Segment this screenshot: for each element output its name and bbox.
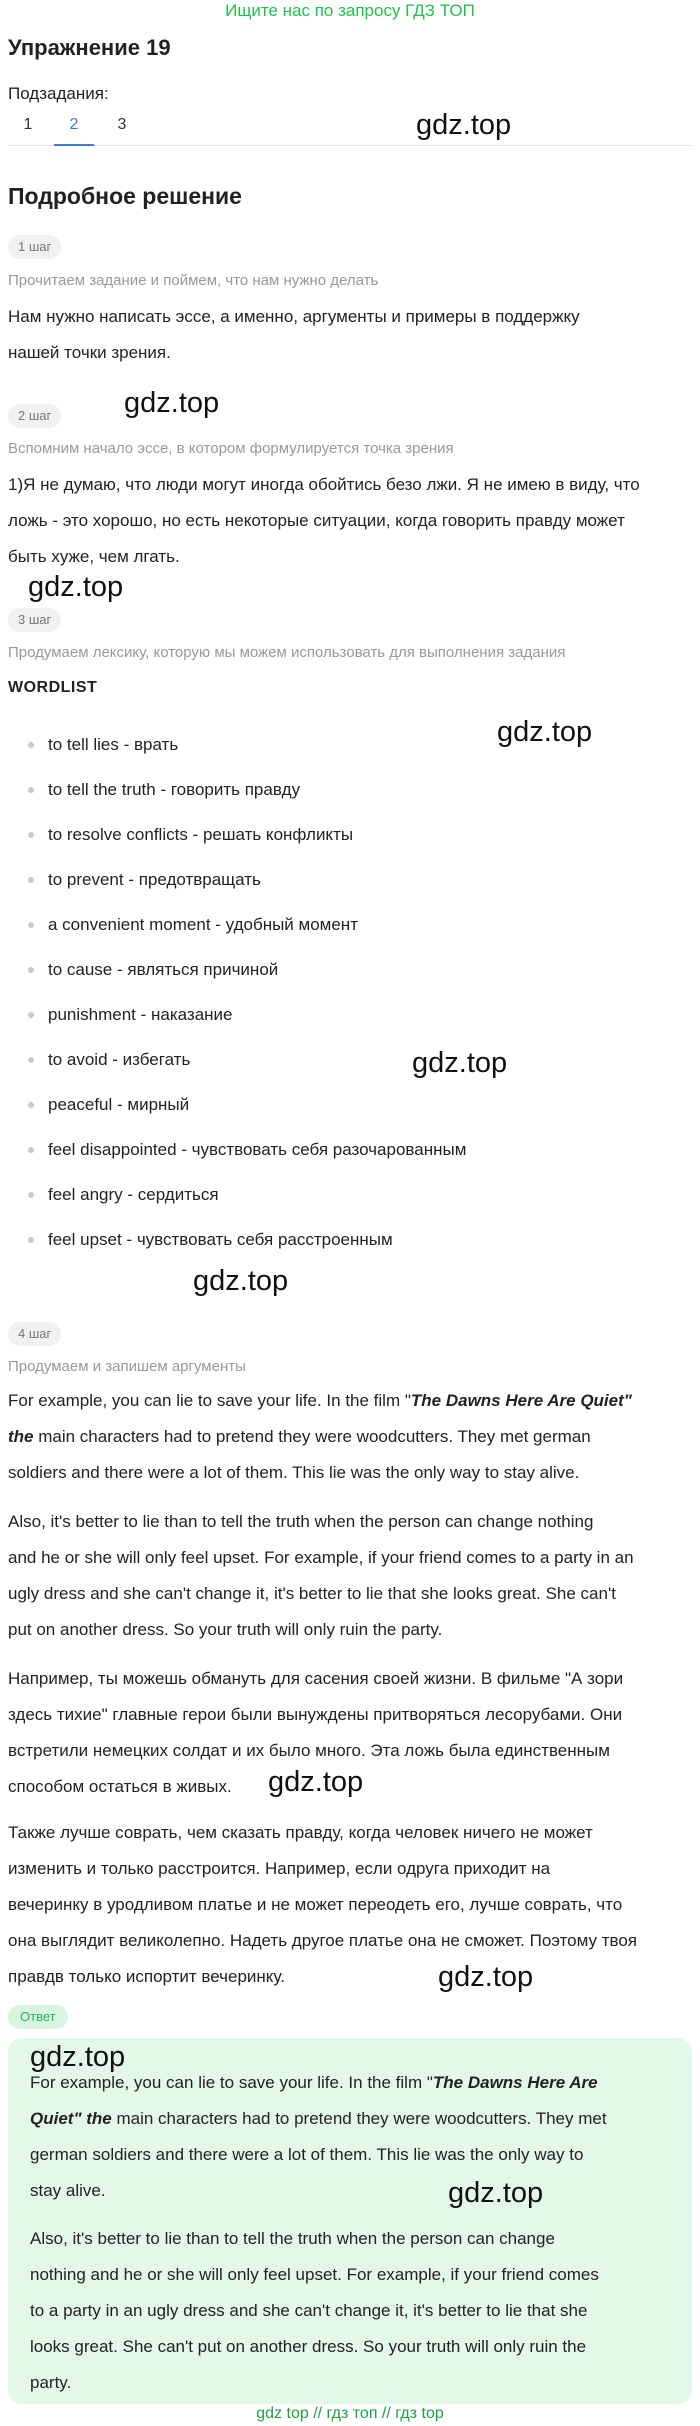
- answer-en-2: Also, it's better to lie than to tell the truth when the person can change nothing and he or she will only feel upset. For example, if your friend comes to a party in an ugly dress and she can't change it, it's better to lie that she looks great. She can't put on another dress. So your truth will only ruin the party.: [30, 2229, 599, 2392]
- watermark: gdz.top: [28, 571, 124, 603]
- watermark: gdz.top: [497, 716, 593, 748]
- list-item: peaceful - мирный: [8, 1082, 692, 1127]
- bullet-icon: [28, 967, 34, 973]
- watermark: gdz.top: [193, 1265, 289, 1297]
- watermark: gdz.top: [268, 1766, 364, 1798]
- footer-links[interactable]: gdz top // гдз топ // гдз top: [256, 2405, 444, 2422]
- bullet-icon: [28, 832, 34, 838]
- bullet-icon: [28, 1147, 34, 1153]
- bullet-icon: [28, 1192, 34, 1198]
- step-text: Нам нужно написать эссе, а именно, аргументы и примеры в поддержку нашей точки зрения.: [8, 307, 580, 362]
- step-badge: 2 шаг: [8, 404, 61, 428]
- list-item: feel upset - чувствовать себя расстроенным: [8, 1217, 692, 1262]
- argument-en-2: Also, it's better to lie than to tell the truth when the person can change nothing and he or she will only feel upset. For example, if your friend comes to a party in an ugly dress and she can't change it, it's better to lie that she looks great. She can't put on another dress. So your truth will only ruin the party.: [8, 1512, 634, 1639]
- argument-ru-1: Например, ты можешь обмануть для сасения своей жизни. В фильме "А зори здесь тихие" главные герои были вынуждены притворяться лесорубами. Они встретили немецких солдат и их было много. Эта ложь была единственным способом остаться в живых.: [8, 1669, 624, 1796]
- wordlist: [8, 722, 692, 1262]
- argument-ru-2: Также лучше соврать, чем сказать правду, когда человек ничего не может изменить и только расстроится. Например, если одруга приходит на вечеринку в уродливом платье и не может переодеть его, лучше соврать, что она выглядит великолепно. Надеть другое платье она не сможет. Поэтому твоя правдв только испортит вечеринку.: [8, 1823, 638, 1986]
- step-badge: 4 шаг: [8, 1322, 61, 1346]
- bullet-icon: [28, 1012, 34, 1018]
- list-item: feel disappointed - чувствовать себя разочарованным: [8, 1127, 692, 1172]
- list-item: feel angry - сердиться: [8, 1172, 692, 1217]
- argument-en-1: For example, you can lie to save your life. In the film "The Dawns Here Are Quiet" the main characters had to pretend they were woodcutters. They met german soldiers and there were a lot of them. This lie was the only way to stay alive.: [8, 1391, 632, 1482]
- step-badge: 3 шаг: [8, 608, 61, 632]
- step-text: 1)Я не думаю, что люди могут иногда обойтись безо лжи. Я не имею в виду, что ложь - это хорошо, но есть некоторые ситуации, когда говорить правду может быть хуже, чем лгать.: [8, 475, 640, 566]
- list-item: to tell lies - врать: [8, 722, 692, 767]
- watermark: gdz.top: [438, 1961, 534, 1993]
- list-item: punishment - наказание: [8, 992, 692, 1037]
- list-item: to cause - являться причиной: [8, 947, 692, 992]
- watermark: gdz.top: [412, 1047, 508, 1079]
- watermark: gdz.top: [30, 2041, 126, 2073]
- step-badge: 1 шаг: [8, 235, 61, 259]
- list-item: a convenient moment - удобный момент: [8, 902, 692, 947]
- page-title: Упражнение 19: [8, 35, 171, 60]
- bullet-icon: [28, 1057, 34, 1063]
- bullet-icon: [28, 922, 34, 928]
- list-item: to resolve conflicts - решать конфликты: [8, 812, 692, 857]
- list-item: to prevent - предотвращать: [8, 857, 692, 902]
- watermark: gdz.top: [124, 387, 220, 419]
- answer-box: [8, 2038, 692, 2404]
- answer-en-1: For example, you can lie to save your life. In the film "The Dawns Here Are Quiet" the main characters had to pretend they were woodcutters. They met german soldiers and there were a lot of them. This lie was the only way to stay alive.: [30, 2073, 607, 2200]
- section-title: Подробное решение: [8, 183, 242, 209]
- list-item: to avoid - избегать: [8, 1037, 692, 1082]
- tab-subtask-2[interactable]: 2: [54, 114, 94, 146]
- step-hint: Прочитаем задание и поймем, что нам нужно делать: [8, 272, 379, 289]
- subtasks-label: Подзадания:: [8, 84, 109, 103]
- subtask-tabs: [8, 110, 692, 146]
- bullet-icon: [28, 787, 34, 793]
- bullet-icon: [28, 1102, 34, 1108]
- wordlist-title: WORDLIST: [8, 679, 98, 696]
- step-hint: Вспомним начало эссе, в котором формулируется точка зрения: [8, 440, 454, 457]
- tab-subtask-3[interactable]: 3: [117, 116, 127, 133]
- bullet-icon: [28, 742, 34, 748]
- answer-badge: Ответ: [8, 2005, 68, 2029]
- list-item: to tell the truth - говорить правду: [8, 767, 692, 812]
- step-hint: Продумаем лексику, которую мы можем использовать для выполнения задания: [8, 644, 566, 661]
- tab-subtask-1[interactable]: 1: [23, 116, 33, 133]
- top-banner[interactable]: Ищите нас по запросу ГДЗ ТОП: [225, 1, 475, 20]
- bullet-icon: [28, 1237, 34, 1243]
- bullet-icon: [28, 877, 34, 883]
- watermark: gdz.top: [416, 109, 512, 141]
- watermark: gdz.top: [448, 2177, 544, 2209]
- step-hint: Продумаем и запишем аргументы: [8, 1358, 246, 1375]
